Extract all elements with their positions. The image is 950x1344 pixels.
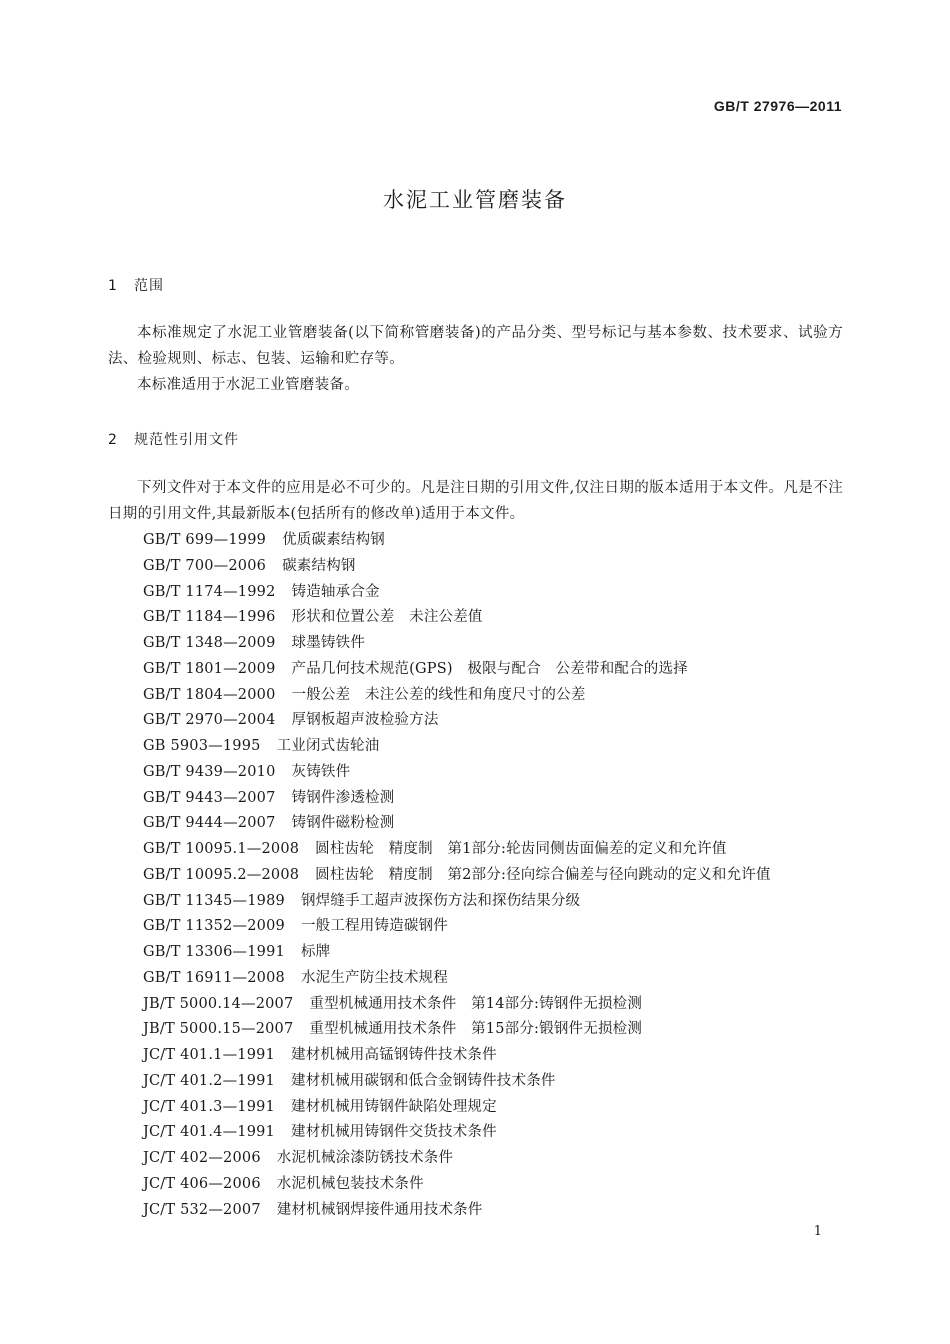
reference-title: 建材机械用铸钢件缺陷处理规定 xyxy=(291,1098,497,1115)
reference-item xyxy=(143,1172,771,1198)
reference-item xyxy=(143,1043,771,1069)
reference-item xyxy=(143,580,771,606)
reference-item xyxy=(143,1069,771,1095)
reference-code: GB/T 1801—2009 xyxy=(143,660,276,677)
reference-code: GB/T 700—2006 xyxy=(143,557,267,574)
reference-item xyxy=(143,837,771,863)
reference-item xyxy=(143,605,771,631)
reference-title: 工业闭式齿轮油 xyxy=(276,738,380,754)
reference-code: GB/T 13306—1991 xyxy=(143,944,285,960)
reference-code: JC/T 401.2—1991 xyxy=(143,1072,275,1089)
reference-title: 球墨铸铁件 xyxy=(291,635,366,651)
reference-code: GB/T 10095.2—2008 xyxy=(143,866,300,883)
reference-code: GB/T 10095.1—2008 xyxy=(143,841,300,857)
reference-item xyxy=(143,708,771,734)
reference-code: GB/T 1184—1996 xyxy=(143,609,276,626)
reference-item xyxy=(143,554,771,580)
reference-code: GB/T 9444—2007 xyxy=(143,815,276,832)
reference-code: JC/T 401.1—1991 xyxy=(143,1047,275,1063)
reference-code: JC/T 532—2007 xyxy=(143,1201,261,1218)
reference-code: JB/T 5000.14—2007 xyxy=(143,995,294,1012)
reference-item xyxy=(143,631,771,657)
reference-code: JC/T 402—2006 xyxy=(143,1150,261,1166)
reference-item xyxy=(143,657,771,683)
reference-item xyxy=(143,1146,771,1172)
reference-code: GB/T 699—1999 xyxy=(143,532,267,548)
document-title: 水泥工业管磨装备 xyxy=(383,188,567,212)
reference-title: 形状和位置公差 未注公差值 xyxy=(291,609,483,626)
reference-item xyxy=(143,1120,771,1146)
reference-title: 铸钢件渗透检测 xyxy=(291,789,395,806)
reference-title: 灰铸铁件 xyxy=(291,763,351,780)
section-title: 规范性引用文件 xyxy=(134,432,239,448)
reference-title: 水泥机械涂漆防锈技术条件 xyxy=(276,1150,454,1166)
reference-title: 钢焊缝手工超声波探伤方法和探伤结果分级 xyxy=(300,892,581,909)
reference-item xyxy=(143,863,771,889)
reference-title: 圆柱齿轮 精度制 第2部分:径向综合偏差与径向跳动的定义和允许值 xyxy=(315,866,771,883)
reference-code: GB/T 16911—2008 xyxy=(143,969,285,986)
reference-code: JC/T 401.3—1991 xyxy=(143,1098,275,1115)
reference-code: JC/T 401.4—1991 xyxy=(143,1124,275,1141)
reference-code: GB/T 9443—2007 xyxy=(143,789,276,806)
reference-title: 铸造轴承合金 xyxy=(291,583,380,600)
reference-item xyxy=(143,760,771,786)
section-2-heading xyxy=(108,429,239,449)
reference-title: 铸钢件磁粉检测 xyxy=(291,815,395,832)
section-title: 范围 xyxy=(134,278,164,294)
reference-item xyxy=(143,1095,771,1121)
reference-item xyxy=(143,1198,771,1224)
reference-title: 一般公差 未注公差的线性和角度尺寸的公差 xyxy=(291,686,586,703)
reference-code: GB/T 1174—1992 xyxy=(143,583,276,600)
reference-item xyxy=(143,992,771,1018)
reference-title: 圆柱齿轮 精度制 第1部分:轮齿同侧齿面偏差的定义和允许值 xyxy=(315,841,727,857)
section-1-paragraph-1: 本标准规定了水泥工业管磨装备(以下简称管磨装备)的产品分类、型号标记与基本参数、技术要求、试验方法、检验规则、标志、包装、运输和贮存等。 xyxy=(108,325,843,367)
section-1-paragraph-2: 本标准适用于水泥工业管磨装备。 xyxy=(137,377,359,393)
reference-title: 重型机械通用技术条件 第15部分:锻钢件无损检测 xyxy=(309,1021,643,1038)
section-1-heading xyxy=(108,275,164,295)
reference-title: 厚钢板超声波检验方法 xyxy=(291,712,439,729)
section-number: 2 xyxy=(108,432,117,448)
reference-title: 优质碳素结构钢 xyxy=(282,532,385,548)
reference-item xyxy=(143,734,771,760)
reference-title: 产品几何技术规范(GPS) 极限与配合 公差带和配合的选择 xyxy=(291,660,688,677)
reference-code: GB 5903—1995 xyxy=(143,738,261,754)
reference-title: 建材机械用碳钢和低合金钢铸件技术条件 xyxy=(291,1072,556,1089)
reference-code: JC/T 406—2006 xyxy=(143,1175,261,1192)
reference-code: GB/T 9439—2010 xyxy=(143,763,276,780)
reference-item xyxy=(143,966,771,992)
reference-item xyxy=(143,1017,771,1043)
section-number: 1 xyxy=(108,278,117,294)
section-2-paragraph-1: 下列文件对于本文件的应用是必不可少的。凡是注日期的引用文件,仅注日期的版本适用于本文件。凡是不注日期的引用文件,其最新版本(包括所有的修改单)适用于本文件。 xyxy=(108,480,843,522)
reference-item xyxy=(143,683,771,709)
page-number: 1 xyxy=(813,1224,822,1239)
reference-code: GB/T 11352—2009 xyxy=(143,918,285,935)
reference-item xyxy=(143,786,771,812)
reference-code: GB/T 11345—1989 xyxy=(143,892,285,909)
reference-item xyxy=(143,914,771,940)
reference-code: GB/T 1348—2009 xyxy=(143,635,276,651)
reference-item xyxy=(143,889,771,915)
reference-title: 建材机械用高锰钢铸件技术条件 xyxy=(291,1047,497,1063)
reference-code: GB/T 2970—2004 xyxy=(143,712,276,729)
reference-title: 标牌 xyxy=(300,944,331,960)
reference-title: 一般工程用铸造碳钢件 xyxy=(300,918,448,935)
reference-title: 重型机械通用技术条件 第14部分:铸钢件无损检测 xyxy=(309,995,643,1012)
normative-references-list xyxy=(143,528,771,1223)
reference-code: JB/T 5000.15—2007 xyxy=(143,1021,294,1038)
reference-title: 建材机械用铸钢件交货技术条件 xyxy=(291,1124,497,1141)
reference-title: 水泥生产防尘技术规程 xyxy=(300,969,448,986)
reference-title: 水泥机械包装技术条件 xyxy=(276,1175,424,1192)
reference-item xyxy=(143,811,771,837)
reference-title: 建材机械钢焊接件通用技术条件 xyxy=(276,1201,483,1218)
reference-title: 碳素结构钢 xyxy=(282,557,356,574)
reference-code: GB/T 1804—2000 xyxy=(143,686,276,703)
reference-item xyxy=(143,940,771,966)
reference-item xyxy=(143,528,771,554)
standard-code-header: GB/T 27976—2011 xyxy=(713,98,842,114)
